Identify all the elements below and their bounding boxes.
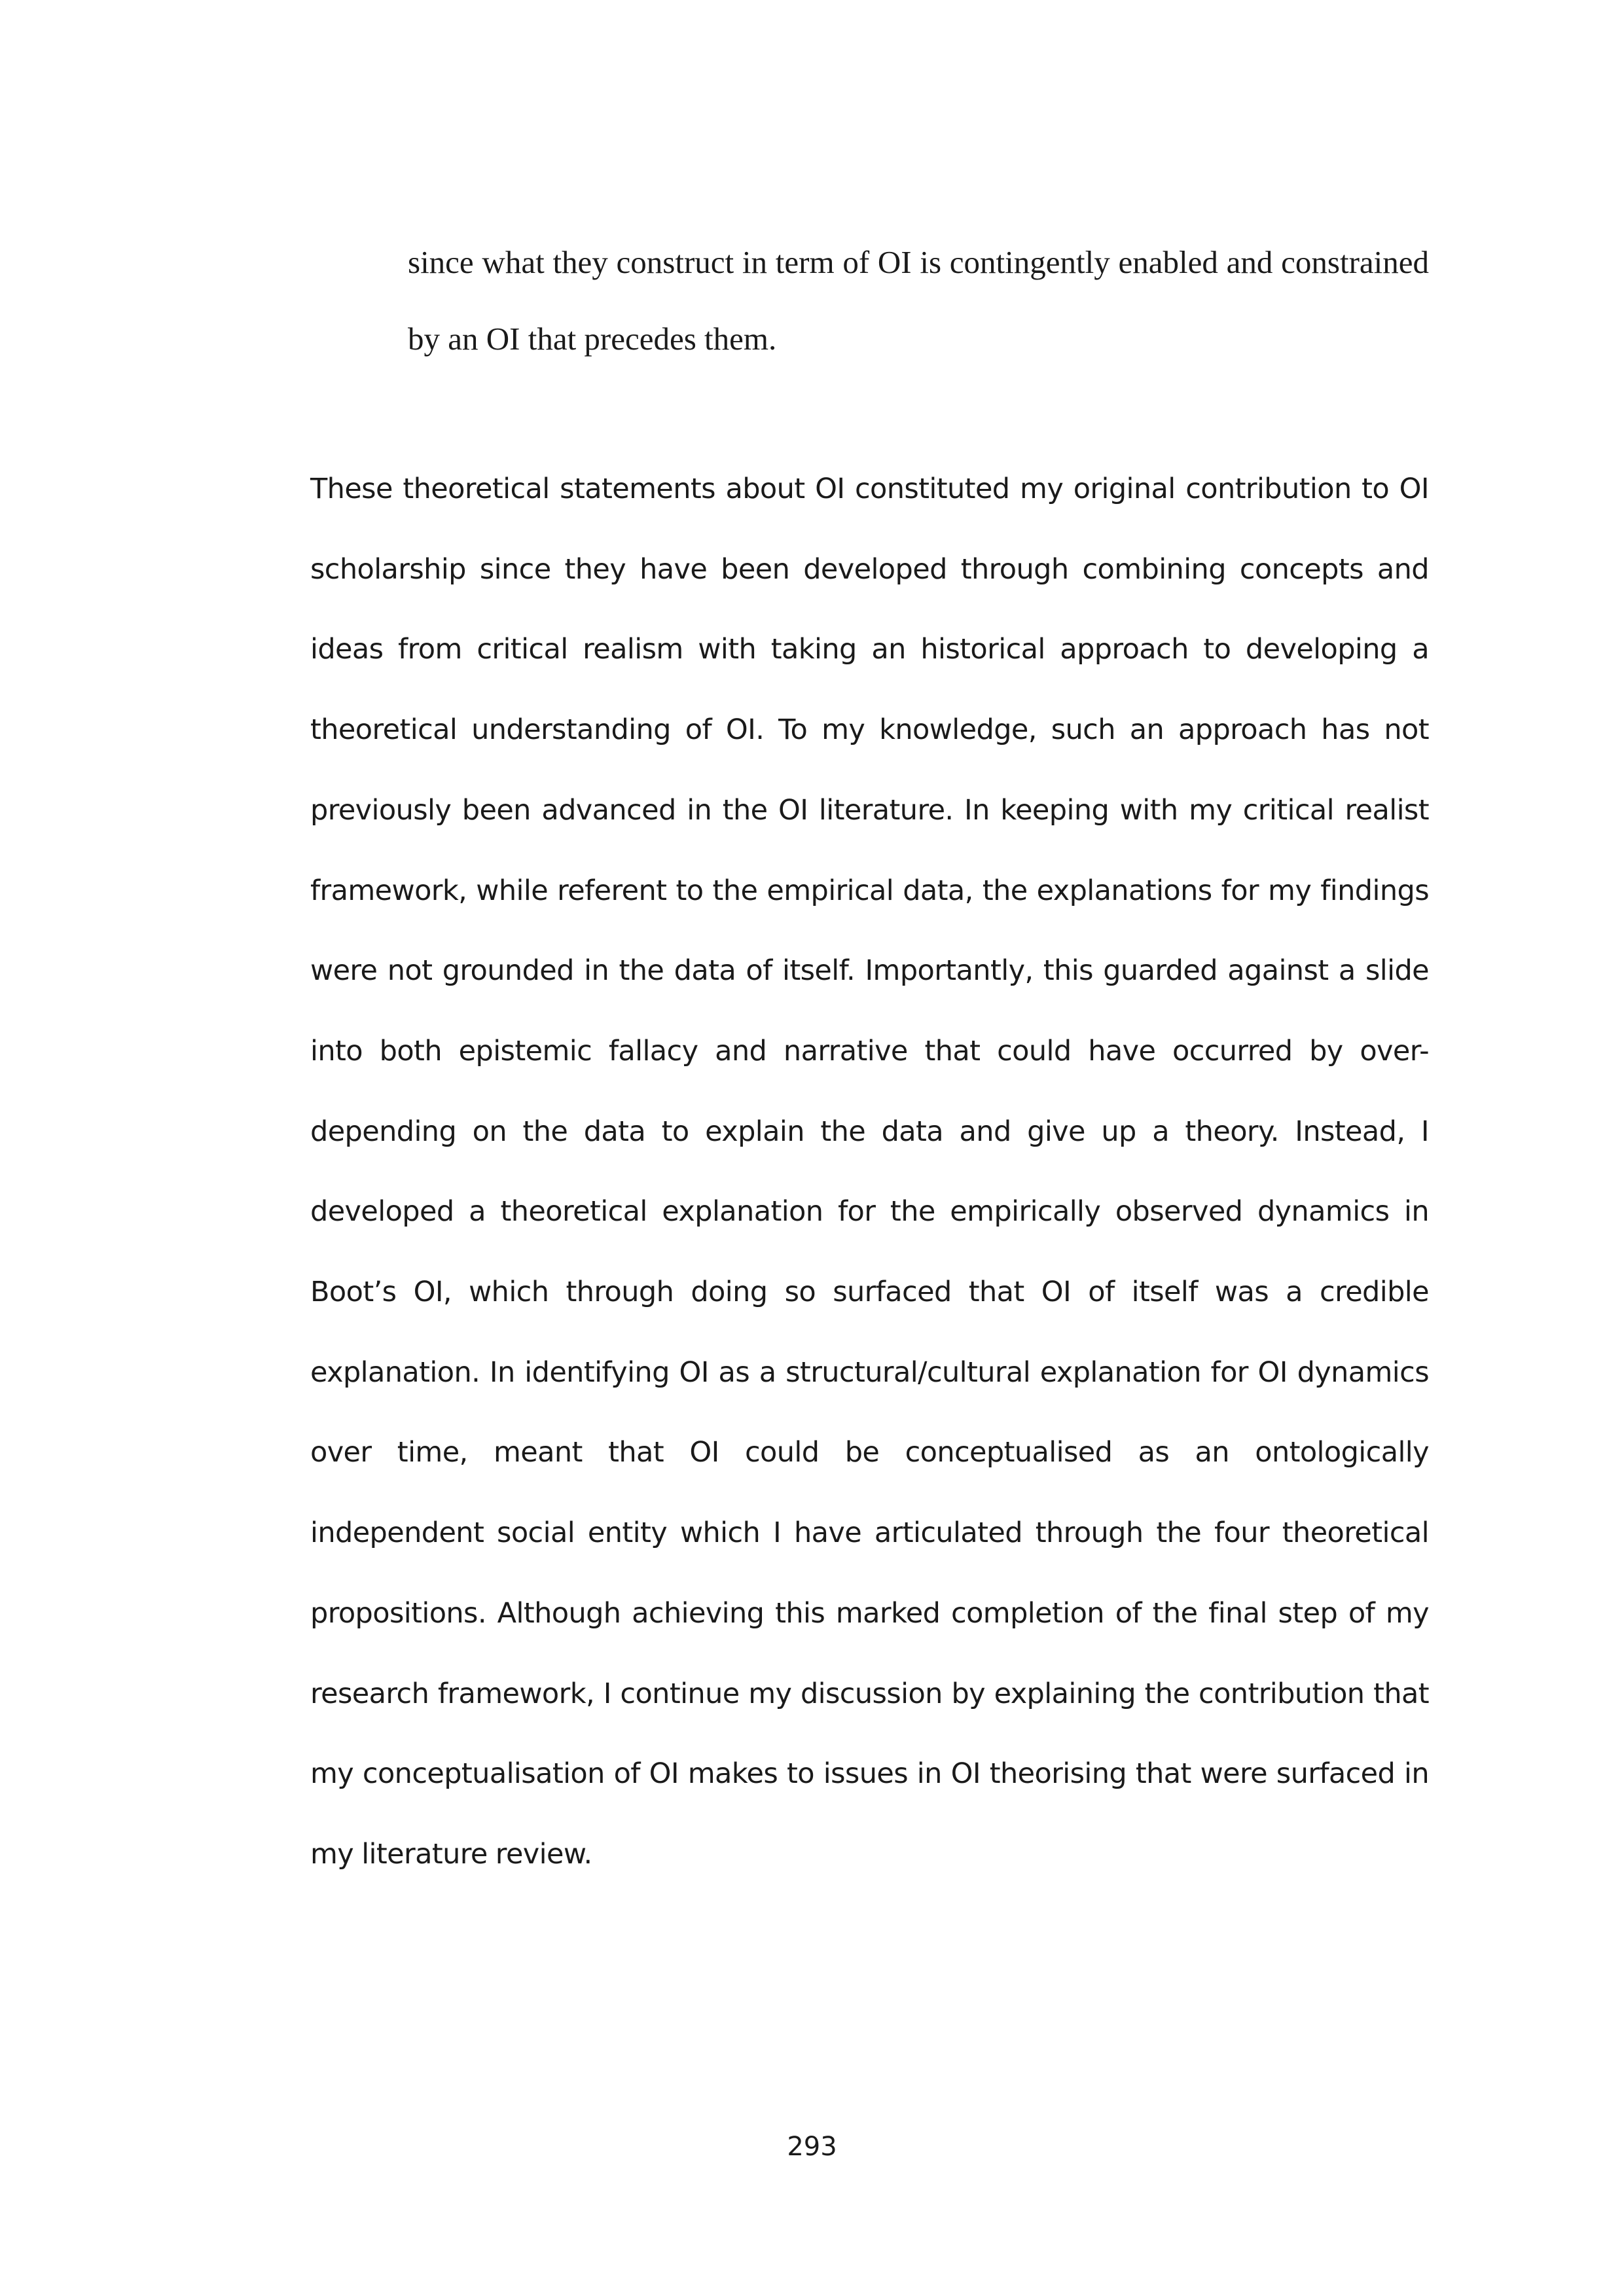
page-number: 293 <box>787 2132 837 2162</box>
body-paragraph: These theoretical statements about OI constituted my original contribution to OI scholarship since they have been developed through combining concepts and ideas from critical realism with taking an historical approach to developing a theoretical understanding of OI. To my knowledge, such an approach has not previously been advanced in the OI literature. In keeping with my critical realist framework, while referent to the empirical data, the explanations for my findings were not grounded in the data of itself. Importantly, this guarded against a slide into both epistemic fallacy and narrative that could have occurred by over-depending on the data to explain the data and give up a theory. Instead, I developed a theoretical explanation for the empirically observed dynamics in Boot’s OI, which through doing so surfaced that OI of itself was a credible explanation. In identifying OI as a structural/cultural explanation for OI dynamics over time, meant that OI could be conceptualised as an ontologically independent social entity which I have articulated through the four theoretical propositions. Although achieving this marked completion of the final step of my research framework, I continue my discussion by explaining the contribution that my conceptualisation of OI makes to issues in OI theorising that were surfaced in my literature review. <box>310 473 1429 1871</box>
block-quote: since what they construct in term of OI is contingently enabled and constrained by an OI that precedes them. <box>408 244 1429 357</box>
